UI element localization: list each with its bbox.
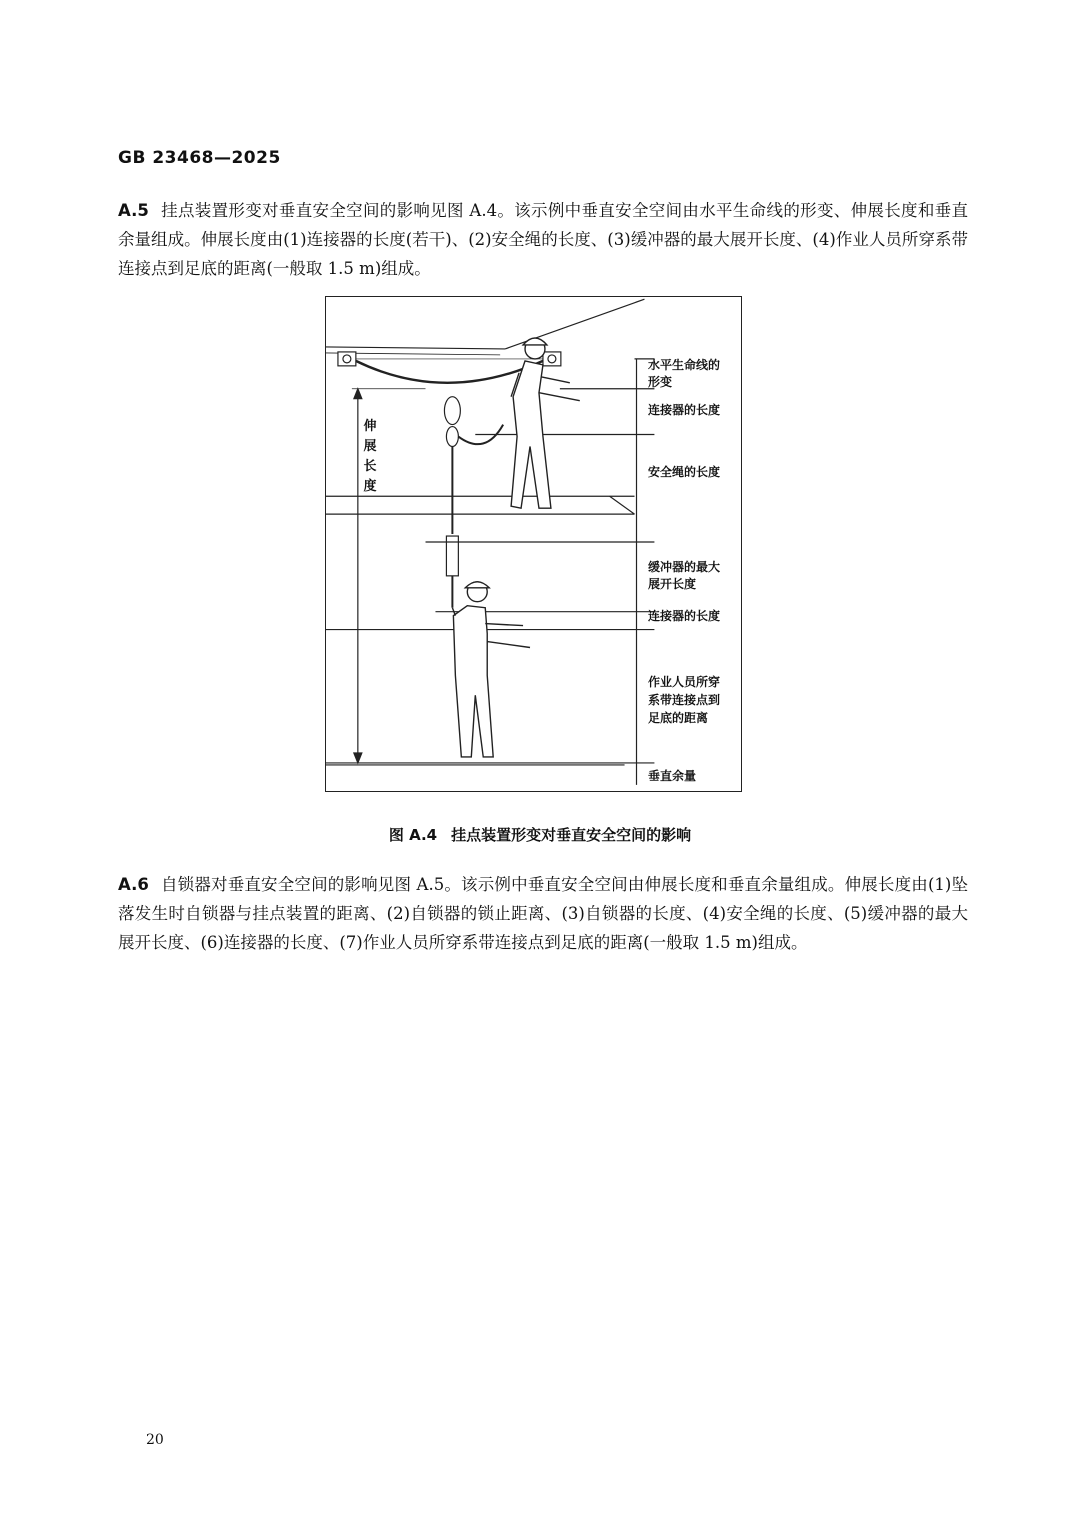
horizontal-lifeline	[356, 361, 543, 383]
harness-distance-label-3: 足底的距离	[648, 711, 709, 725]
section-a6-text: 自锁器对垂直安全空间的影响见图 A.5。该示例中垂直安全空间由伸展长度和垂直余量组成。伸展长度由(1)坠落发生时自锁器与挂点装置的距离、(2)自锁器的锁止距离、(3)自锁器的长度、(4)安全绳的长度、(5)缓冲器的最大展开长度、(6)连接器的长度、(7)作业人员所穿系带连接点到足底的距离(一般取 1.5 m)组成。	[118, 875, 968, 952]
section-a5-text: 挂点装置形变对垂直安全空间的影响见图 A.4。该示例中垂直安全空间由水平生命线的形变、伸展长度和垂直余量组成。伸展长度由(1)连接器的长度(若干)、(2)安全绳的长度、(3)缓冲器的最大展开长度、(4)作业人员所穿系带连接点到足底的距离(一般取 1.5 m)组成。	[118, 201, 968, 278]
absorber-length-label-1: 缓冲器的最大	[648, 560, 721, 574]
ceiling-line	[326, 347, 505, 349]
section-a5-paragraph	[118, 196, 968, 283]
figure-a4	[325, 296, 742, 792]
section-a5-number: A.5	[118, 201, 149, 220]
connector-length-top-label: 连接器的长度	[648, 403, 721, 417]
section-a6-number: A.6	[118, 875, 149, 894]
figure-caption-title: 挂点装置形变对垂直安全空间的影响	[451, 826, 692, 844]
figure-caption	[0, 824, 1080, 845]
figure-caption-number: 图 A.4	[388, 826, 438, 844]
section-a6-paragraph	[118, 870, 968, 957]
page-number: 20	[146, 1432, 164, 1448]
connector-length-bottom-label: 连接器的长度	[648, 609, 721, 623]
rope-length-label: 安全绳的长度	[648, 465, 721, 479]
lifeline-deformation-label-1: 水平生命线的	[648, 358, 721, 372]
harness-distance-label-1: 作业人员所穿	[648, 675, 721, 689]
standard-number: GB 23468—2025	[118, 148, 281, 168]
harness-distance-label-2: 系带连接点到	[648, 693, 721, 707]
falling-worker	[452, 582, 530, 757]
right-anchor	[543, 352, 561, 366]
lifeline-deformation-label-2: 形变	[648, 375, 673, 389]
left-span-label: 伸展长度	[363, 419, 377, 494]
vertical-clearance-label: 垂直余量	[648, 769, 697, 783]
left-anchor	[338, 352, 356, 366]
top-connector	[444, 397, 460, 425]
absorber-length-label-2: 展开长度	[648, 577, 697, 591]
